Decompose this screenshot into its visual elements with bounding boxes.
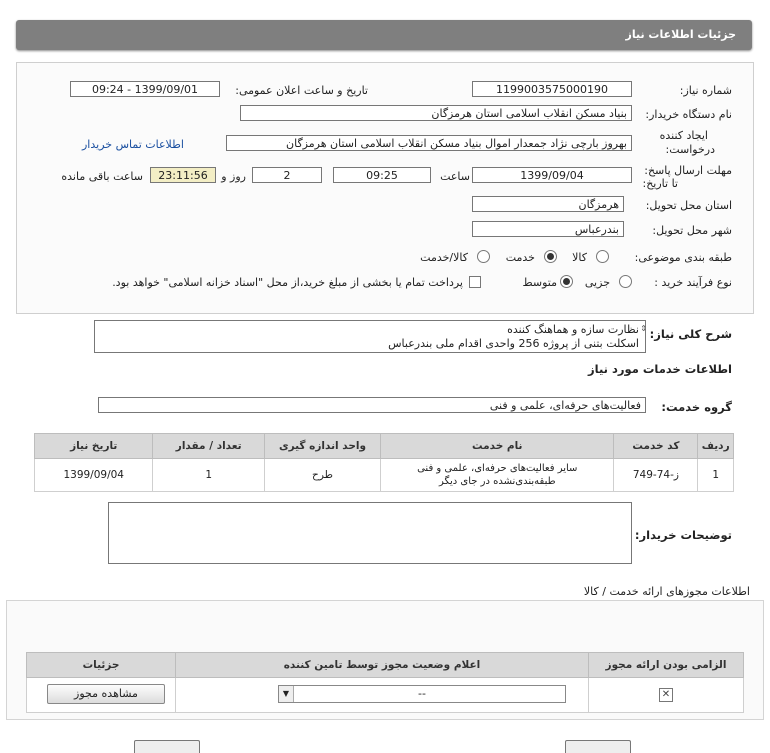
deadline-label-2: تا تاریخ: bbox=[642, 177, 678, 190]
buyer-org-field: بنیاد مسکن انقلاب اسلامی استان هرمزگان bbox=[240, 105, 632, 121]
permits-table-header bbox=[27, 653, 744, 678]
cell-permit-details bbox=[27, 678, 176, 713]
cell-permit-required bbox=[589, 678, 744, 713]
province-field: هرمزگان bbox=[472, 196, 624, 212]
need-number-field: 1199003575000190 bbox=[472, 81, 632, 97]
cell-service-code: ز-74-749 bbox=[614, 459, 698, 492]
buyer-notes-label: توضیحات خریدار: bbox=[634, 528, 732, 542]
process-radio-minor[interactable] bbox=[619, 275, 632, 288]
city-field: بندرعباس bbox=[472, 221, 624, 237]
process-option-medium: متوسط bbox=[522, 276, 557, 289]
days-remaining-field: 2 bbox=[252, 167, 322, 183]
table-row bbox=[35, 459, 734, 492]
summary-line-2: اسکلت بتنی از پروژه 256 واحدی اقدام ملی بندرعباس bbox=[388, 337, 639, 350]
days-label: روز و bbox=[221, 170, 246, 183]
resize-arrows-icon: ⇕ bbox=[640, 324, 647, 333]
permit-required-checkbox-icon[interactable]: ✕ bbox=[659, 688, 673, 702]
services-table bbox=[34, 433, 734, 492]
time-label: ساعت bbox=[440, 170, 470, 183]
cell-unit: طرح bbox=[264, 459, 380, 492]
cell-permit-status bbox=[176, 678, 589, 713]
page-title: جزئیات اطلاعات نیاز bbox=[625, 28, 736, 41]
permits-title: اطلاعات مجوزهای ارائه خدمت / کالا bbox=[583, 585, 750, 598]
col-quantity: تعداد / مقدار bbox=[153, 434, 265, 459]
col-service-name: نام خدمت bbox=[381, 434, 614, 459]
page-header bbox=[16, 20, 752, 50]
col-service-code: کد خدمت bbox=[614, 434, 698, 459]
col-unit: واحد اندازه گیری bbox=[264, 434, 380, 459]
summary-line-1: نظارت سازه و هماهنگ کننده bbox=[507, 323, 639, 336]
category-option-goods: کالا bbox=[572, 251, 587, 264]
cell-quantity: 1 bbox=[153, 459, 265, 492]
col-permit-required: الزامی بودن ارائه مجوز bbox=[589, 653, 744, 678]
creator-label-1: ایجاد کننده bbox=[659, 129, 708, 142]
need-number-label: شماره نیاز: bbox=[679, 84, 732, 97]
announce-date-label: تاریخ و ساعت اعلان عمومی: bbox=[235, 84, 368, 97]
cell-service-name: سایر فعالیت‌های حرفه‌ای، علمی و فنی طبقه‌بندی‌نشده در جای دیگر bbox=[381, 459, 614, 492]
cell-row: 1 bbox=[698, 459, 734, 492]
province-label: استان محل تحویل: bbox=[645, 199, 732, 212]
permit-row bbox=[27, 678, 744, 713]
category-radio-service[interactable] bbox=[544, 250, 557, 263]
col-row: ردیف bbox=[698, 434, 734, 459]
category-option-goods-service: کالا/خدمت bbox=[420, 251, 468, 264]
announce-date-field: 1399/09/01 - 09:24 bbox=[70, 81, 220, 97]
buyer-notes-textarea[interactable] bbox=[108, 502, 632, 564]
service-group-field: فعالیت‌های حرفه‌ای، علمی و فنی bbox=[98, 397, 646, 413]
services-title: اطلاعات خدمات مورد نیاز bbox=[588, 362, 732, 376]
bottom-button-right[interactable] bbox=[565, 740, 631, 753]
summary-label: شرح کلی نیاز: bbox=[649, 327, 732, 341]
deadline-time-field: 09:25 bbox=[333, 167, 431, 183]
creator-label-2: درخواست: bbox=[665, 143, 715, 156]
col-need-date: تاریخ نیاز bbox=[35, 434, 153, 459]
process-radio-medium[interactable] bbox=[560, 275, 573, 288]
treasury-payment-note: پرداخت تمام یا بخشی از مبلغ خرید،از محل "اسناد خزانه اسلامی" خواهد بود. bbox=[112, 276, 463, 289]
permits-table bbox=[26, 652, 744, 713]
treasury-payment-checkbox[interactable] bbox=[469, 276, 481, 288]
process-type-label: نوع فرآیند خرید : bbox=[654, 276, 732, 289]
bottom-button-left[interactable] bbox=[134, 740, 200, 753]
col-permit-status: اعلام وضعیت مجوز توسط تامین کننده bbox=[176, 653, 589, 678]
cell-need-date: 1399/09/04 bbox=[35, 459, 153, 492]
category-label: طبقه بندی موضوعی: bbox=[634, 251, 732, 264]
category-radio-goods[interactable] bbox=[596, 250, 609, 263]
category-radio-goods-service[interactable] bbox=[477, 250, 490, 263]
buyer-org-label: نام دستگاه خریدار: bbox=[645, 108, 732, 121]
buyer-contact-link[interactable]: اطلاعات تماس خریدار bbox=[82, 138, 184, 151]
deadline-label-1: مهلت ارسال پاسخ: bbox=[644, 164, 732, 177]
view-permit-button[interactable]: مشاهده مجوز bbox=[47, 684, 165, 704]
dropdown-arrow-icon: ▼ bbox=[279, 686, 294, 702]
creator-field: بهروز بارچی نژاد جمعدار اموال بنیاد مسکن انقلاب اسلامی استان هرمزگان bbox=[226, 135, 632, 151]
category-option-service: خدمت bbox=[505, 251, 535, 264]
city-label: شهر محل تحویل: bbox=[652, 224, 732, 237]
summary-textarea[interactable] bbox=[94, 320, 646, 353]
col-permit-details: جزئیات bbox=[27, 653, 176, 678]
permit-status-value: -- bbox=[418, 687, 426, 700]
services-table-header bbox=[35, 434, 734, 459]
process-option-minor: جزیی bbox=[584, 276, 610, 289]
service-group-label: گروه خدمت: bbox=[661, 400, 732, 414]
deadline-date-field: 1399/09/04 bbox=[472, 167, 632, 183]
remaining-time-field: 23:11:56 bbox=[150, 167, 216, 183]
permit-status-select[interactable] bbox=[278, 685, 566, 703]
remaining-label: ساعت باقی مانده bbox=[61, 170, 143, 183]
